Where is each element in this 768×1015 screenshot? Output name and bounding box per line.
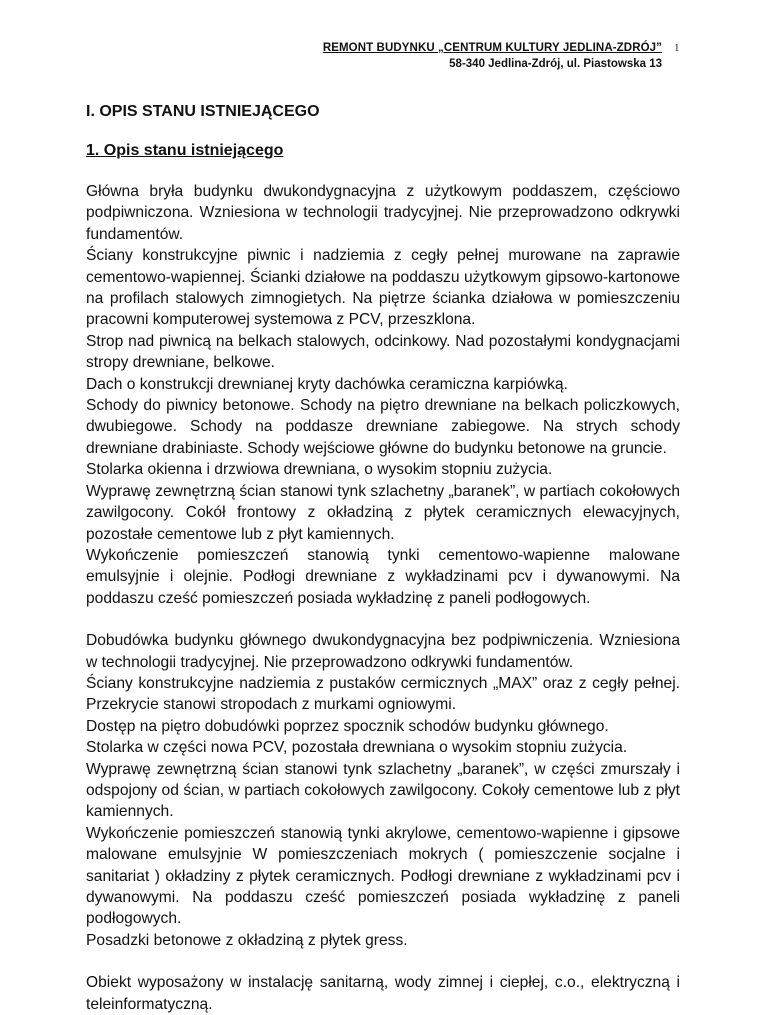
page-number: 1 xyxy=(674,42,680,54)
subsection-title: 1. Opis stanu istniejącego xyxy=(86,142,284,159)
header-address: 58-340 Jedlina-Zdrój, ul. Piastowska 13 xyxy=(449,58,662,70)
header-title: REMONT BUDYNKU „CENTRUM KULTURY JEDLINA-ZDRÓJ” xyxy=(322,42,662,54)
paragraph: Posadzki betonowe z okładziną z płytek gress. xyxy=(86,931,408,949)
paragraph: Dobudówka budynku głównego dwukondygnacyjna bez podpiwniczenia. Wzniesiona w technologii tradycyjnej. Nie przeprowadzono odkrywki fundamentów. xyxy=(86,632,680,671)
paragraph: Stolarka okienna i drzwiowa drewniana, o wysokim stopniu zużycia. xyxy=(86,461,553,479)
paragraph-gap xyxy=(86,609,680,630)
paragraph: Dostęp na piętro dobudówki poprzez spocznik schodów budynku głównego. xyxy=(86,717,609,735)
paragraph: Wykończenie pomieszczeń stanowią tynki cementowo-wapienne malowane emulsyjnie i olejnie. Podłogi drewniane z wykładzinami pcv i dywanowymi. Na poddaszu cześć pomieszczeń posiada wykładzinę z paneli podłogowych. xyxy=(86,546,680,607)
document-body xyxy=(86,102,680,1015)
paragraph: Wykończenie pomieszczeń stanowią tynki akrylowe, cementowo-wapienne i gipsowe malowane emulsyjnie W pomieszczeniach mokrych ( pomieszczenie socjalne i sanitariat ) okładziny z płytek ceramicznych. Podłogi drewniane z wykładzinami pcv i dywanowymi. Na poddaszu cześć pomieszczeń posiada wykładzinę z paneli podłogowych. xyxy=(86,824,680,928)
paragraph: Ściany konstrukcyjne piwnic i nadziemia z cegły pełnej murowane na zaprawie cementowo-wapiennej. Ścianki działowe na poddaszu użytkowym gipsowo-kartonowe na profilach stalowych zimnogietych. Na piętrze ścianka działowa w pomieszczeniu pracowni komputerowej systemowa z PCV, przeszklona. xyxy=(86,247,680,329)
paragraph-block-extension xyxy=(86,630,680,951)
paragraph: Schody do piwnicy betonowe. Schody na piętro drewniane na belkach policzkowych, dwubiegowe. Schody na poddasze drewniane zabiegowe. Na strych schody drewniane drabiniaste. Schody wejściowe główne do budynku betonowe na gruncie. xyxy=(86,397,680,457)
paragraph: Główna bryła budynku dwukondygnacyjna z użytkowym poddaszem, częściowo podpiwniczona. Wzniesiona w technologii tradycyjnej. Nie przeprowadzono odkrywki fundamentów. xyxy=(86,183,680,243)
section-title: I. OPIS STANU ISTNIEJĄCEGO xyxy=(86,103,320,120)
paragraph: Wyprawę zewnętrzną ścian stanowi tynk szlachetny „baranek”, w części zmurszały i odspojony od ścian, w partiach cokołowych zawilgocony. Cokoły cementowe lub z płyt kamiennych. xyxy=(86,760,680,821)
paragraph: Stolarka w części nowa PCV, pozostała drewniana o wysokim stopniu zużycia. xyxy=(86,739,628,757)
paragraph: Obiekt wyposażony w instalację sanitarną, wody zimnej i ciepłej, c.o., elektryczną i teleinformatyczną. xyxy=(86,974,680,1013)
paragraph: Strop nad piwnicą na belkach stalowych, odcinkowy. Nad pozostałymi kondygnacjami stropy drewniane, belkowe. xyxy=(86,332,680,372)
paragraph: Dach o konstrukcji drewnianej kryty dachówka ceramiczna karpiówką. xyxy=(86,375,568,393)
paragraph: Ściany konstrukcyjne nadziemia z pustaków cermicznych „MAX” oraz z cegły pełnej. Przekrycie stanowi stropodach z murkami ogniowymi. xyxy=(86,674,680,714)
paragraph-block-main-building xyxy=(86,181,680,609)
paragraph: Wyprawę zewnętrzną ścian stanowi tynk szlachetny „baranek”, w partiach cokołowych zawilgocony. Cokół frontowy z okładziną z płytek ceramicznych elewacyjnych, pozostałe cementowe lub z płyt kamiennych. xyxy=(86,482,680,543)
page-header xyxy=(300,40,662,72)
paragraph-gap xyxy=(86,951,680,972)
